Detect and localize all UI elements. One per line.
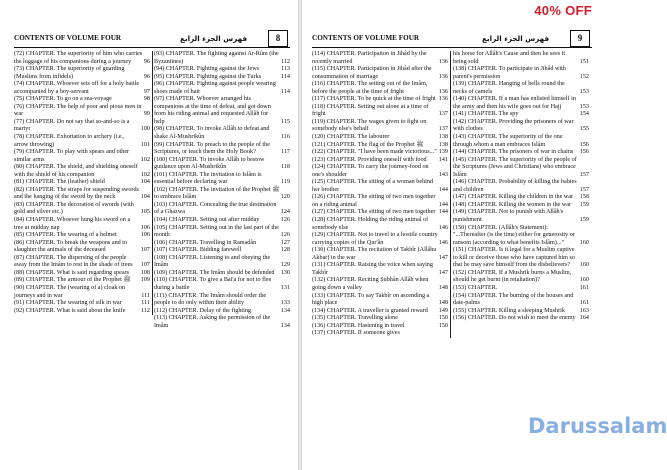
chapter-title: (152) CHAPTER. If a Mushrik burns a Muslim, should he get burnt (in retaliation)? [453,269,572,284]
chapter-title: (113) CHAPTER. Asking the permission of the Imâm [154,315,271,329]
toc-entry [453,209,589,224]
chapter-title: (140) CHAPTER. If a man has enlisted himself in the army and then his wife goes out for Hajj [453,96,576,110]
right-page [302,0,600,470]
toc-column [14,51,153,315]
toc-entry [154,172,290,187]
chapter-title: (98) CHAPTER. To invoke Allâh to defeat and shake Al-Mushrikûn [154,126,270,141]
chapter-title: (83) CHAPTER. The decoration of swords (with gold and silver etc.) [14,201,134,216]
chapter-page-number: 154 [579,111,589,118]
chapter-page-number: 107 [140,247,150,254]
chapter-page-number: 112 [141,307,150,314]
chapter-page-number: 161 [579,300,589,307]
toc-entry [453,111,589,119]
chapter-page-number: 134 [280,322,290,329]
right-page-header [312,30,592,47]
toc-entry [14,277,150,285]
toc-entry [312,232,448,247]
toc-entry [154,293,290,308]
toc-entry [14,51,150,66]
chapter-title: (121) CHAPTER. The flag of the Prophet ﷺ [312,141,424,148]
chapter-title: his horse for Allâh's Cause and then he sees it being sold [453,51,566,65]
toc-entry [453,285,589,293]
toc-entry [14,81,150,96]
chapter-page-number: 96 [143,58,150,65]
chapter-title: (77) CHAPTER. Do not say that so-and-so is a martyr [14,118,130,133]
chapter-page-number: 157 [579,171,589,178]
chapter-page-number: 124 [280,209,290,216]
chapter-page-number: 126 [280,217,290,224]
chapter-page-number: 102 [140,156,150,163]
chapter-page-number: 119 [281,179,290,186]
chapter-title: (151) CHAPTER. Is it legal for a Muslim captive to kill or deceive those who have captured him so that he may save himself from the disbelievers? [453,247,575,269]
toc-entry [453,66,589,81]
toc-entry [14,119,150,134]
chapter-title: (89) CHAPTER. The armour of the Prophet ﷺ [14,277,131,284]
chapter-title: (142) CHAPTER. Providing the prisoners of war with clothes [453,118,574,133]
chapter-title: (154) CHAPTER. The burning of the houses and date-palms [453,292,574,307]
toc-entry [453,225,589,248]
chapter-title: (85) CHAPTER. The wearing of a helmet [14,232,117,239]
chapter-page-number: 152 [579,73,589,80]
toc-entry [453,179,589,194]
chapter-title: (155) CHAPTER. Killing a sleeping Mushrik [453,307,565,314]
toc-entry [14,179,150,187]
chapter-title: (81) CHAPTER. The (leather) shield [14,179,105,186]
chapter-title: (96) CHAPTER. Fighting against people wearing shoes made of hair [154,81,276,95]
header-title: CONTENTS OF VOLUME FOUR [14,34,122,42]
chapter-page-number: 105 [140,209,150,216]
chapter-title: (108) CHAPTER. Listening to and obeying the Imâm [154,254,271,269]
chapter-page-number: 107 [140,262,150,269]
chapter-page-number: 109 [140,277,150,284]
chapter-title: (112) CHAPTER. Delay of the fighting [154,307,251,314]
chapter-page-number: 127 [280,239,290,246]
toc-column [312,51,451,338]
chapter-title: (73) CHAPTER. The superiority of guarding (Muslims from infidels) [14,66,125,80]
chapter-title: (117) CHAPTER. To be quick at the time of fright [312,96,436,103]
toc-entry [453,134,589,149]
chapter-title: (119) CHAPTER. The wages given to fight on somebody else's behalf [312,118,427,133]
toc-entry [453,194,589,202]
toc-entry [14,96,150,104]
chapter-page-number: 114 [281,73,290,80]
chapter-page-number: 151 [579,58,589,65]
toc-entry [14,187,150,202]
chapter-title: (122) CHAPTER. "I have been made victorious..." [312,149,437,156]
toc-entry [14,134,150,149]
chapter-page-number: 111 [141,300,150,307]
chapter-title: (80) CHAPTER. The shield, and shielding oneself with the shield of his companion [14,164,138,178]
chapter-page-number: 128 [280,247,290,254]
chapter-page-number: 118 [281,164,290,171]
chapter-page-number: 153 [579,103,589,110]
chapter-page-number: 147 [438,254,448,261]
chapter-title: (156) CHAPTER. Do not wish to meet the enemy [453,315,576,322]
toc-entry [14,66,150,81]
toc-column [453,51,589,323]
chapter-title: (132) CHAPTER. Reciting Subhân Allâh when going down a valley [312,277,429,291]
chapter-title: (141) CHAPTER. The spy [453,111,519,118]
toc-entry [14,285,150,300]
toc-entry [154,157,290,172]
toc-entry [154,255,290,270]
toc-entry [154,51,290,66]
chapter-page-number: 148 [438,284,448,291]
chapter-title: (148) CHAPTER. Killing the women in the war [453,201,572,208]
chapter-page-number: 101 [140,141,150,148]
header-arabic-title: فهرس الجزء الرابع [180,34,248,43]
chapter-title: (127) CHAPTER. The sitting of two men together [312,209,436,216]
chapter-title: (147) CHAPTER. Killing the children in the war [453,194,574,201]
chapter-page-number: 131 [280,284,290,291]
header-title: CONTENTS OF VOLUME FOUR [312,34,420,42]
toc-entry [312,134,448,142]
toc-entry [312,164,448,179]
chapter-title: (88) CHAPTER. What is said regarding spears [14,269,130,276]
chapter-title: (116) CHAPTER. The setting out of the Imâm, before the people at the time of fright [312,81,428,95]
chapter-title: (84) CHAPTER. Whoever hung his sword on a tree at midday nap [14,217,131,231]
page-number: 8 [268,30,288,47]
toc-entry [14,300,150,308]
toc-entry [154,315,290,330]
toc-entry [312,293,448,308]
chapter-title: (134) CHAPTER. A traveller is granted reward [312,307,428,314]
chapter-page-number: 120 [280,194,290,201]
chapter-page-number: 96 [143,73,150,80]
toc-entry [14,240,150,255]
chapter-title: (153) CHAPTER. [453,284,498,291]
chapter-title: (118) CHAPTER. Setting out alone at a time of fright [312,103,429,118]
toc-entry [312,315,448,323]
chapter-title: (100) CHAPTER. To invoke Allâh to bestow guidance upon Al-Mushrikûn [154,156,265,171]
toc-entry [154,96,290,126]
chapter-title: (139) CHAPTER. Hanging of bells round the necks of camels [453,81,565,95]
chapter-page-number: 98 [143,96,150,103]
toc-entry [312,142,448,150]
chapter-page-number: 159 [579,217,589,224]
chapter-page-number: 136 [438,73,448,80]
toc-entry [312,149,448,157]
chapter-title: (107) CHAPTER. Bidding farewell [154,247,242,254]
chapter-title: (92) CHAPTER. What is said about the knife [14,307,126,314]
chapter-page-number: 115 [281,118,290,125]
chapter-page-number: 133 [280,300,290,307]
header-arabic-title: فهرس الجزء الرابع [482,34,550,43]
chapter-page-number: 104 [140,179,150,186]
chapter-title: (136) CHAPTER. Hastening in travel [312,322,405,329]
toc-entry [154,187,290,202]
chapter-page-number: 153 [579,88,589,95]
chapter-page-number: 97 [143,88,150,95]
chapter-title: (137) CHAPTER. If someone gives [312,330,400,337]
chapter-page-number: 114 [281,88,290,95]
chapter-page-number: 141 [438,156,448,163]
chapter-page-number: 143 [438,171,448,178]
chapter-title: (74) CHAPTER. Whoever sets off for a holy battle accompanied by a boy-servant [14,81,140,95]
left-page [0,0,298,470]
toc-entry [453,293,589,308]
toc-entry [312,81,448,96]
chapter-title: (109) CHAPTER. The Imâm should be defended [154,269,275,276]
toc-entry [154,81,290,96]
toc-entry [453,149,589,157]
chapter-title: (120) CHAPTER. The labourer [312,134,390,141]
chapter-title: (145) CHAPTER. The superiority of the people of the Scriptures (Jews and Christians) who embrace Islâm [453,156,577,178]
toc-entry [154,202,290,217]
chapter-title: (90) CHAPTER. The (wearing of a) cloak on journeys and in war [14,284,126,299]
toc-entry [312,308,448,316]
chapter-page-number: 136 [438,96,448,103]
chapter-page-number: 160 [579,239,589,246]
toc-entry [154,217,290,225]
chapter-title: (104) CHAPTER. Setting out after midday [154,217,260,224]
chapter-title: (91) CHAPTER. The wearing of silk in war [14,300,122,307]
chapter-page-number: 155 [579,126,589,133]
toc-entry [312,66,448,81]
chapter-page-number: 160 [579,277,589,284]
chapter-title: (75) CHAPTER. To go on a sea-voyage [14,96,112,103]
chapter-title: (123) CHAPTER. Providing oneself with food [312,156,427,163]
chapter-page-number: 150 [438,322,448,329]
toc-entry [312,194,448,209]
toc-entry [14,308,150,316]
chapter-title: (130) CHAPTER. The recitation of Takbîr (Allâhu Akbar) in the war [312,247,437,261]
toc-entry [453,308,589,316]
chapter-page-number: 146 [438,224,448,231]
toc-entry [453,51,589,66]
chapter-title: (79) CHAPTER. To play with spears and other similar arms [14,149,130,163]
chapter-title: (149) CHAPTER. Not to punish with Allâh's punishment [453,209,564,224]
toc-entry [14,202,150,217]
chapter-page-number: 113 [281,66,290,73]
chapter-title: (94) CHAPTER. Fighting against the Jews [154,66,260,73]
chapter-title: (135) CHAPTER. Travelling alone [312,315,398,322]
chapter-title: (131) CHAPTER. Raising the voice when saying Takbîr [312,262,433,276]
chapter-title: (150) CHAPTER. (Allâh's Statement): "...Thereafter (is the time) either for generosity or ransom (according to what benefits Islâm)..." [453,224,575,246]
toc-entry [312,277,448,292]
toc-entry [453,315,589,323]
toc-entry [14,217,150,232]
toc-entry [154,308,290,316]
chapter-title: (143) CHAPTER. The superiority of the one through whom a man embraces Islâm [453,134,563,148]
toc-entry [453,247,589,270]
chapter-title: (82) CHAPTER. The straps for suspending swords and the hanging of the sword by the neck [14,186,139,201]
toc-entry [14,104,150,119]
chapter-page-number: 137 [438,111,448,118]
toc-entry [312,262,448,277]
chapter-title: (95) CHAPTER. Fighting against the Turks [154,73,262,80]
toc-entry [154,126,290,141]
toc-entry [312,119,448,134]
chapter-title: (105) CHAPTER. Setting out in the last part of the month [154,224,279,239]
chapter-title: (128) CHAPTER. Holding the riding animal of somebody else [312,217,429,231]
chapter-page-number: 117 [281,149,290,156]
chapter-title: (86) CHAPTER. To break the weapons and to slaughter the animals of the deceased [14,239,128,254]
chapter-page-number: 111 [141,292,150,299]
chapter-title: (103) CHAPTER. Concealing the true destination of a Ghazwa [154,201,277,216]
chapter-title: (110) CHAPTER. To give a Bai'a for not to flee during a battle [154,277,272,291]
chapter-title: (93) CHAPTER. The fighting against Ar-Rûm (the Byzantines) [154,51,279,65]
discount-badge: 40% OFF [534,3,592,18]
chapter-title: (76) CHAPTER. The help of poor and pious men in war [14,103,142,118]
chapter-title: (87) CHAPTER. The dispersing of the people away from the Imâm to rest in the shade of trees [14,254,133,269]
chapter-title: (114) CHAPTER. Participation in Jihâd by the recently married [312,51,427,65]
page-number: 9 [570,30,590,47]
chapter-page-number: 138 [438,134,448,141]
chapter-page-number: 163 [579,307,589,314]
chapter-title: (133) CHAPTER. To say Takbîr on ascending a high place [312,292,430,307]
toc-entry [312,96,448,104]
chapter-title: (126) CHAPTER. The sitting of two men together on a riding animal [312,194,436,208]
toc-entry [312,179,448,194]
chapter-title: (106) CHAPTER. Travelling in Ramadân [154,239,257,246]
chapter-page-number: 129 [280,262,290,269]
toc-entry [14,164,150,179]
chapter-title: (125) CHAPTER. The sitting of a woman behind her brother [312,179,433,193]
chapter-page-number: 144 [438,201,448,208]
chapter-page-number: 157 [579,186,589,193]
toc-entry [312,51,448,66]
chapter-title: (138) CHAPTER. To participate in Jihâd with parent's permission [453,66,566,80]
chapter-page-number: 112 [281,58,290,65]
chapter-page-number: 136 [438,88,448,95]
chapter-page-number: 99 [143,111,150,118]
chapter-title: (102) CHAPTER. The invitation of the Prophet ﷺ to embrace Islâm [154,186,280,201]
toc-entry [14,149,150,164]
chapter-page-number: 144 [438,209,448,216]
chapter-title: (78) CHAPTER. Exhortation to archery (i.e., arrow throwing) [14,134,125,148]
toc-entry [14,232,150,240]
toc-entry [312,330,448,338]
chapter-page-number: 150 [438,315,448,322]
chapter-page-number: 137 [438,126,448,133]
left-page-header [14,30,290,47]
toc-entry [154,277,290,292]
chapter-title: (144) CHAPTER. The prisoners of war in chains [453,149,574,156]
toc-entry [453,157,589,180]
toc-entry [453,270,589,285]
chapter-page-number: 102 [140,171,150,178]
toc-entry [312,247,448,262]
chapter-page-number: 138 [438,141,448,148]
chapter-page-number: 144 [438,186,448,193]
chapter-title: (97) CHAPTER. Whoever arranged his companions at the time of defeat, and got down from his riding animal and requested Allâh for help [154,96,271,125]
chapter-page-number: 104 [140,194,150,201]
toc-entry [312,104,448,119]
toc-entry [154,247,290,255]
header-rule [312,47,592,48]
chapter-page-number: 148 [438,300,448,307]
publisher-watermark-logo: Darussalam [528,414,667,438]
toc-entry [14,255,150,270]
chapter-title: (99) CHAPTER. To preach to the people of the Scriptures, or teach them the Holy Book? [154,141,270,156]
header-rule [14,47,290,48]
chapter-page-number: 106 [140,224,150,231]
toc-entry [453,96,589,111]
chapter-page-number: 164 [579,315,589,322]
chapter-page-number: 161 [579,284,589,291]
chapter-title: (124) CHAPTER. To carry the journey-food on one's shoulder [312,164,429,178]
chapter-page-number: 156 [579,141,589,148]
chapter-title: (115) CHAPTER. Participation in Jihâd after the consummation of marriage [312,66,432,80]
chapter-page-number: 147 [438,269,448,276]
chapter-page-number: 108 [140,269,150,276]
chapter-page-number: 156 [579,149,589,156]
chapter-page-number: 136 [438,58,448,65]
toc-entry [154,142,290,157]
chapter-page-number: 100 [140,126,150,133]
toc-entry [312,209,448,217]
chapter-page-number: 159 [579,201,589,208]
chapter-page-number: 149 [438,307,448,314]
chapter-page-number: 146 [438,239,448,246]
chapter-page-number: 106 [140,232,150,239]
chapter-page-number: 126 [280,232,290,239]
toc-entry [453,81,589,96]
chapter-page-number: 134 [280,307,290,314]
toc-entry [453,119,589,134]
toc-entry [154,225,290,240]
chapter-page-number: 139 [438,149,448,156]
toc-column [154,51,290,330]
toc-entry [154,66,290,74]
chapter-title: (72) CHAPTER. The superiority of him who carries the luggage of his companions during a journey [14,51,143,65]
chapter-page-number: 116 [281,134,290,141]
chapter-title: (146) CHAPTER. Probability of killing the babies and children [453,179,577,193]
chapter-title: (129) CHAPTER. Not to travel to a hostile country carrying copies of the Qur'ân [312,232,438,246]
chapter-page-number: 158 [579,194,589,201]
toc-entry [312,217,448,232]
chapter-page-number: 130 [280,269,290,276]
chapter-title: (111) CHAPTER. The Imâm should order the people to do only within their ability [154,292,267,307]
chapter-title: (101) CHAPTER. The invitation to Islâm is essential before declaring war [154,171,262,186]
chapter-page-number: 160 [579,262,589,269]
